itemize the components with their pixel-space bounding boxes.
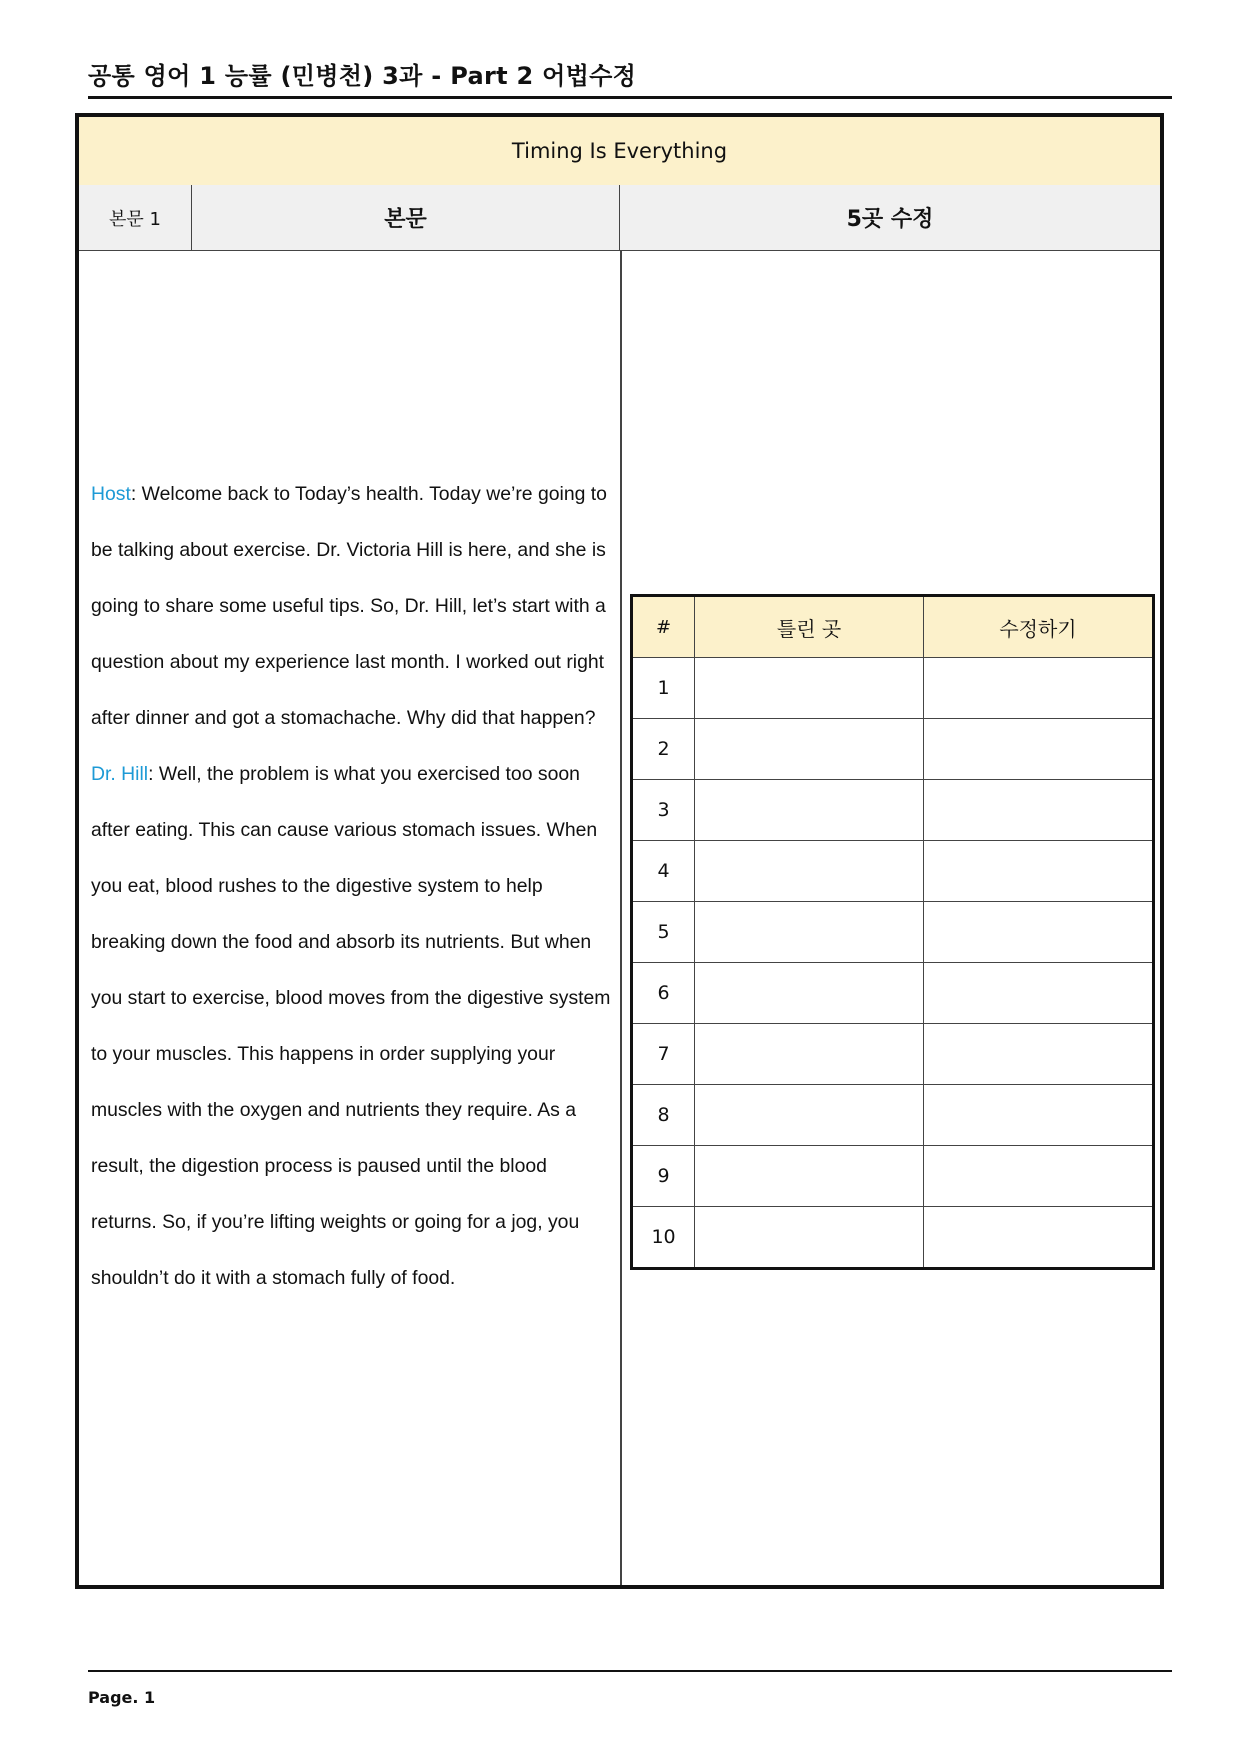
table-row (632, 719, 1154, 780)
error-cell[interactable] (695, 658, 924, 719)
host-speech: : Welcome back to Today’s health. Today we’re going to be talking about exercise. Dr. Victoria Hill is here, and she is going to share some useful tips. So, Dr. Hill, let’s start with a question about my experience last month. I worked out right after dinner and got a stomachache. Why did that happen? (91, 483, 607, 729)
row-number: 5 (632, 902, 695, 963)
table-row (632, 1085, 1154, 1146)
page-number: Page. 1 (88, 1688, 156, 1707)
row-number: 6 (632, 963, 695, 1024)
table-row (632, 841, 1154, 902)
row-number: 10 (632, 1207, 695, 1269)
table-row (632, 902, 1154, 963)
correction-cell[interactable] (923, 1085, 1153, 1146)
error-header: 틀린 곳 (695, 596, 924, 658)
footer-divider (88, 1670, 1172, 1672)
passage-text (91, 466, 615, 1306)
table-row (632, 1207, 1154, 1269)
error-cell[interactable] (695, 1146, 924, 1207)
error-cell[interactable] (695, 1024, 924, 1085)
row-number: 2 (632, 719, 695, 780)
error-cell[interactable] (695, 902, 924, 963)
row-number: 9 (632, 1146, 695, 1207)
correction-cell[interactable] (923, 719, 1153, 780)
table-row (632, 780, 1154, 841)
document-title: 공통 영어 1 능률 (민병천) 3과 - Part 2 어법수정 (88, 62, 637, 90)
correction-cell[interactable] (923, 963, 1153, 1024)
correction-cell[interactable] (923, 1146, 1153, 1207)
error-cell[interactable] (695, 1207, 924, 1269)
correction-cell[interactable] (923, 902, 1153, 963)
correction-cell[interactable] (923, 658, 1153, 719)
speaker-host-label: Host (91, 483, 131, 505)
passage-column-header: 본문 (192, 185, 620, 250)
error-cell[interactable] (695, 963, 924, 1024)
error-cell[interactable] (695, 719, 924, 780)
row-number: 1 (632, 658, 695, 719)
table-row (632, 963, 1154, 1024)
error-cell[interactable] (695, 780, 924, 841)
row-number: 4 (632, 841, 695, 902)
correction-cell[interactable] (923, 1024, 1153, 1085)
column-header-row (79, 185, 1160, 251)
table-row (632, 658, 1154, 719)
passage-number-label: 본문 1 (79, 185, 192, 250)
fix-column-header: 5곳 수정 (846, 207, 934, 232)
row-number: 8 (632, 1085, 695, 1146)
correction-header: 수정하기 (923, 596, 1153, 658)
error-cell[interactable] (695, 841, 924, 902)
table-row (632, 1146, 1154, 1207)
error-cell[interactable] (695, 1085, 924, 1146)
correction-cell[interactable] (923, 841, 1153, 902)
speaker-doctor-label: Dr. Hill (91, 763, 149, 785)
number-header: # (632, 596, 695, 658)
correction-cell[interactable] (923, 780, 1153, 841)
row-number: 7 (632, 1024, 695, 1085)
table-row (632, 1024, 1154, 1085)
doctor-speech: : Well, the problem is what you exercised too soon after eating. This can cause various stomach issues. When you eat, blood rushes to the digestive system to help breaking down the food and absorb its nutrients. But when you start to exercise, blood moves from the digestive system to your muscles. This happens in order supplying your muscles with the oxygen and nutrients they require. As a result, the digestion process is paused until the blood returns. So, if you’re lifting weights or going for a jog, you shouldn’t do it with a stomach fully of food. (91, 763, 611, 1289)
worksheet-frame (75, 113, 1164, 1589)
correction-table-header (632, 596, 1154, 658)
worksheet-title: Timing Is Everything (79, 117, 1160, 186)
correction-table (630, 594, 1155, 1270)
title-divider (88, 96, 1172, 99)
row-number: 3 (632, 780, 695, 841)
column-divider (620, 251, 622, 1585)
correction-cell[interactable] (923, 1207, 1153, 1269)
